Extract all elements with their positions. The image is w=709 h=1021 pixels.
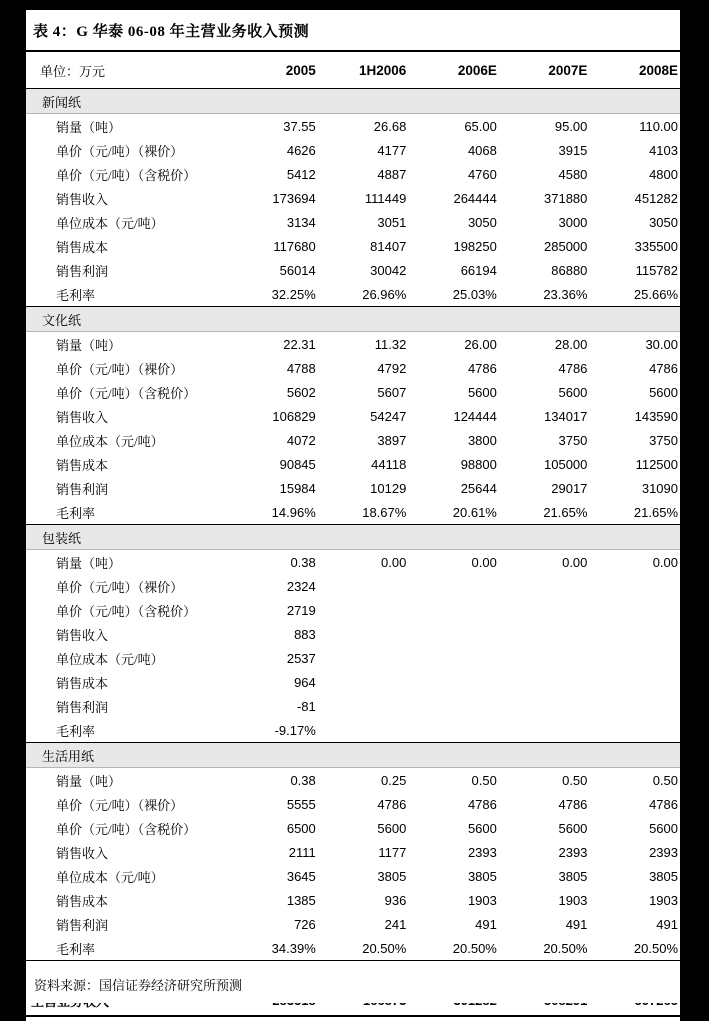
cell-value: 4626: [286, 142, 316, 158]
cell-value: 1903: [558, 892, 588, 908]
cell-value: 117680: [273, 238, 316, 254]
cell-value: 1903: [649, 892, 678, 908]
row-label: 毛利率: [56, 505, 96, 521]
cell-value: 20.50%: [633, 940, 678, 956]
table-row: [26, 258, 680, 282]
cell-value: 5555: [286, 796, 316, 812]
cell-value: [318, 598, 409, 622]
cell-value: 90845: [279, 456, 316, 472]
cell-value: [408, 574, 499, 598]
section-header-row: [26, 743, 680, 768]
cell-value: 86880: [551, 262, 588, 278]
cell-value: 5600: [649, 820, 678, 836]
row-label: 单位成本（元/吨）: [56, 433, 164, 449]
row-label: 销售成本: [56, 675, 109, 691]
cell-value: [318, 718, 409, 743]
table-row: [26, 476, 680, 500]
cell-value: 5600: [467, 384, 497, 400]
cell-value: 3750: [649, 432, 678, 448]
cell-value: 3915: [558, 142, 588, 158]
table-row: [26, 500, 680, 525]
table-row: [26, 694, 680, 718]
cell-value: 2111: [288, 844, 316, 860]
cell-value: 4786: [467, 796, 497, 812]
table-row: [26, 792, 680, 816]
cell-value: 964: [294, 674, 316, 690]
table-row: [26, 186, 680, 210]
cell-value: [318, 694, 409, 718]
column-header-2005: 2005: [227, 51, 318, 89]
row-label: 销售收入: [56, 191, 109, 207]
column-header-1h2006: 1H2006: [318, 51, 409, 89]
cell-value: 5600: [649, 384, 678, 400]
column-header-2007e: 2007E: [499, 51, 590, 89]
row-label: 单价（元/吨）（含税价）: [56, 821, 197, 837]
cell-value: 0.38: [290, 554, 316, 570]
cell-value: 4786: [649, 360, 678, 376]
row-label: 单价（元/吨）（含税价）: [56, 603, 197, 619]
section-title: 包装纸: [26, 525, 680, 550]
cell-value: 4072: [286, 432, 316, 448]
column-header-2008e: 2008E: [589, 51, 680, 89]
cell-value: 0.00: [562, 554, 588, 570]
table-row: [26, 888, 680, 912]
table-row: [26, 332, 680, 357]
cell-value: 0.50: [562, 772, 588, 788]
row-label: 单价（元/吨）（裸价）: [56, 361, 184, 377]
cell-value: 65.00: [464, 118, 497, 134]
table-row: [26, 404, 680, 428]
unit-label: 单位：万元: [26, 51, 227, 89]
table-row: [26, 718, 680, 743]
table-row: [26, 138, 680, 162]
cell-value: 31090: [641, 480, 678, 496]
cell-value: 30.00: [645, 336, 678, 352]
cell-value: [589, 694, 680, 718]
cell-value: 28.00: [554, 336, 588, 352]
cell-value: 3000: [558, 214, 588, 230]
cell-value: 105000: [544, 456, 588, 472]
cell-value: 451282: [634, 190, 678, 206]
cell-value: [589, 718, 680, 743]
cell-value: [589, 646, 680, 670]
row-label: 销售成本: [56, 457, 109, 473]
row-label: 销售利润: [56, 263, 109, 279]
cell-value: 0.38: [290, 772, 316, 788]
row-label: 销售利润: [56, 481, 109, 497]
cell-value: 56014: [279, 262, 316, 278]
section-title: 文化纸: [26, 307, 680, 332]
cell-value: 3134: [286, 214, 316, 230]
cell-value: 1177: [378, 844, 407, 860]
cell-value: 95.00: [554, 118, 588, 134]
cell-value: 3050: [649, 214, 678, 230]
cell-value: [499, 646, 590, 670]
cell-value: 3805: [649, 868, 678, 884]
cell-value: 18.67%: [362, 504, 407, 520]
cell-value: 5600: [558, 820, 588, 836]
cell-value: 111449: [364, 190, 407, 206]
cell-value: 0.25: [381, 772, 407, 788]
table-row: [26, 598, 680, 622]
table-row: [26, 210, 680, 234]
row-label: 销售收入: [56, 409, 109, 425]
cell-value: 10129: [370, 480, 407, 496]
cell-value: 11.32: [374, 336, 407, 352]
cell-value: -81: [296, 698, 316, 714]
row-label: 单价（元/吨）（裸价）: [56, 579, 184, 595]
cell-value: 335500: [634, 238, 678, 254]
cell-value: 3897: [377, 432, 407, 448]
cell-value: 3805: [467, 868, 497, 884]
cell-value: -9.17%: [274, 722, 316, 738]
row-label: 销量（吨）: [56, 337, 122, 353]
cell-value: 3050: [467, 214, 497, 230]
cell-value: 264444: [453, 190, 497, 206]
cell-value: [408, 598, 499, 622]
cell-value: [589, 574, 680, 598]
cell-value: 4786: [377, 796, 407, 812]
cell-value: 491: [656, 916, 678, 932]
cell-value: [499, 574, 590, 598]
table-row: [26, 550, 680, 575]
cell-value: 4786: [467, 360, 497, 376]
cell-value: 4177: [377, 142, 407, 158]
header-row: [26, 51, 680, 89]
cell-value: [499, 622, 590, 646]
cell-value: 0.50: [652, 772, 678, 788]
cell-value: 26.68: [373, 118, 407, 134]
cell-value: 3051: [377, 214, 407, 230]
row-label: 销量（吨）: [56, 555, 122, 571]
cell-value: 0.00: [381, 554, 407, 570]
cell-value: 98800: [460, 456, 497, 472]
row-label: 单位成本（元/吨）: [56, 651, 164, 667]
cell-value: 936: [384, 892, 407, 908]
cell-value: 25.66%: [633, 286, 678, 302]
row-label: 销售收入: [56, 627, 109, 643]
cell-value: [408, 622, 499, 646]
table-row: [26, 646, 680, 670]
cell-value: 37.55: [283, 118, 316, 134]
cell-value: 5600: [377, 820, 407, 836]
cell-value: 21.65%: [543, 504, 588, 520]
cell-value: 21.65%: [633, 504, 678, 520]
table-row: [26, 162, 680, 186]
cell-value: 4580: [558, 166, 588, 182]
table-row: [26, 816, 680, 840]
cell-value: 26.00: [464, 336, 497, 352]
table-row: [26, 380, 680, 404]
cell-value: 143590: [634, 408, 678, 424]
cell-value: 20.61%: [452, 504, 497, 520]
cell-value: [408, 646, 499, 670]
row-label: 销售收入: [56, 845, 109, 861]
cell-value: 6500: [286, 820, 316, 836]
cell-value: 371880: [544, 190, 588, 206]
source-strip: [26, 966, 680, 1003]
row-label: 单价（元/吨）（裸价）: [56, 797, 184, 813]
cell-value: 110.00: [639, 118, 678, 134]
row-label: 毛利率: [56, 723, 96, 739]
table-row: [26, 936, 680, 961]
section-header-row: [26, 89, 680, 114]
cell-value: 15984: [279, 480, 316, 496]
cell-value: 3645: [286, 868, 316, 884]
cell-value: 2393: [558, 844, 588, 860]
cell-value: 20.50%: [452, 940, 497, 956]
cell-value: 29017: [551, 480, 588, 496]
cell-value: 241: [384, 916, 407, 932]
cell-value: [408, 718, 499, 743]
cell-value: [589, 622, 680, 646]
row-label: 单位成本（元/吨）: [56, 869, 164, 885]
cell-value: 3805: [558, 868, 588, 884]
cell-value: 81407: [370, 238, 407, 254]
cell-value: 726: [294, 916, 316, 932]
row-label: 销售利润: [56, 917, 109, 933]
cell-value: 54247: [370, 408, 407, 424]
cell-value: [589, 598, 680, 622]
cell-value: 14.96%: [271, 504, 316, 520]
cell-value: 4786: [558, 360, 588, 376]
table-card: [26, 10, 680, 1021]
cell-value: [589, 670, 680, 694]
table-row: [26, 282, 680, 307]
revenue-forecast-table: [26, 50, 680, 1017]
table-row: [26, 622, 680, 646]
cell-value: [408, 670, 499, 694]
cell-value: [318, 646, 409, 670]
table-row: [26, 428, 680, 452]
cell-value: 2324: [286, 578, 316, 594]
cell-value: 3805: [377, 868, 407, 884]
cell-value: 34.39%: [271, 940, 316, 956]
cell-value: 23.36%: [543, 286, 588, 302]
cell-value: [318, 622, 409, 646]
row-label: 单价（元/吨）（裸价）: [56, 143, 184, 159]
cell-value: 20.50%: [543, 940, 588, 956]
cell-value: 5607: [377, 384, 407, 400]
cell-value: 106829: [272, 408, 316, 424]
cell-value: 66194: [460, 262, 497, 278]
row-label: 销售成本: [56, 893, 109, 909]
cell-value: [499, 694, 590, 718]
table-row: [26, 768, 680, 793]
cell-value: 883: [294, 626, 316, 642]
cell-value: 4760: [467, 166, 497, 182]
cell-value: 5602: [286, 384, 316, 400]
cell-value: 4800: [649, 166, 678, 182]
cell-value: [318, 670, 409, 694]
cell-value: 26.96%: [362, 286, 407, 302]
cell-value: 44118: [371, 456, 407, 472]
cell-value: [408, 694, 499, 718]
table-row: [26, 574, 680, 598]
cell-value: 4786: [649, 796, 678, 812]
table-row: [26, 840, 680, 864]
cell-value: 3800: [467, 432, 497, 448]
cell-value: 5600: [558, 384, 588, 400]
table-row: [26, 912, 680, 936]
cell-value: 4788: [286, 360, 316, 376]
row-label: 销量（吨）: [56, 119, 122, 135]
cell-value: 1903: [467, 892, 497, 908]
table-title: 表 4：G 华泰 06-08 年主营业务收入预测: [33, 24, 310, 40]
cell-value: 25644: [460, 480, 497, 496]
cell-value: 0.50: [471, 772, 497, 788]
table-row: [26, 452, 680, 476]
cell-value: 173694: [272, 190, 316, 206]
section-title: 新闻纸: [26, 89, 680, 114]
cell-value: 124444: [453, 408, 497, 424]
row-label: 毛利率: [56, 287, 96, 303]
cell-value: 2537: [286, 650, 316, 666]
cell-value: 2393: [467, 844, 497, 860]
cell-value: 22.31: [283, 336, 316, 352]
table-row: [26, 114, 680, 139]
cell-value: 134017: [544, 408, 588, 424]
cell-value: [318, 574, 409, 598]
row-label: 单价（元/吨）（含税价）: [56, 385, 197, 401]
cell-value: 285000: [544, 238, 588, 254]
table-row: [26, 234, 680, 258]
cell-value: 0.00: [471, 554, 497, 570]
cell-value: 25.03%: [452, 286, 497, 302]
cell-value: 4103: [649, 142, 678, 158]
cell-value: 0.00: [652, 554, 678, 570]
section-header-row: [26, 525, 680, 550]
table-row: [26, 864, 680, 888]
row-label: 单位成本（元/吨）: [56, 215, 164, 231]
cell-value: 491: [475, 916, 497, 932]
row-label: 销售成本: [56, 239, 109, 255]
cell-value: 2393: [649, 844, 678, 860]
cell-value: 4068: [467, 142, 497, 158]
table-row: [26, 356, 680, 380]
cell-value: 4792: [377, 360, 407, 376]
source-note: 资料来源：国信证券经济研究所预测: [34, 978, 243, 993]
cell-value: 32.25%: [271, 286, 316, 302]
cell-value: 5600: [467, 820, 497, 836]
cell-value: 112500: [635, 456, 678, 472]
cell-value: [499, 718, 590, 743]
cell-value: 3750: [558, 432, 588, 448]
cell-value: 5412: [286, 166, 316, 182]
cell-value: [499, 670, 590, 694]
column-header-2006e: 2006E: [408, 51, 499, 89]
table-row: [26, 670, 680, 694]
cell-value: [499, 598, 590, 622]
cell-value: 115782: [635, 262, 678, 278]
row-label: 销量（吨）: [56, 773, 122, 789]
section-header-row: [26, 307, 680, 332]
row-label: 毛利率: [56, 941, 96, 957]
cell-value: 4887: [377, 166, 407, 182]
row-label: 销售利润: [56, 699, 109, 715]
cell-value: 4786: [558, 796, 588, 812]
cell-value: 1385: [286, 892, 316, 908]
cell-value: 198250: [453, 238, 497, 254]
row-label: 单价（元/吨）（含税价）: [56, 167, 197, 183]
section-title: 生活用纸: [26, 743, 680, 768]
cell-value: 491: [565, 916, 588, 932]
cell-value: 30042: [370, 262, 407, 278]
cell-value: 2719: [286, 602, 316, 618]
cell-value: 20.50%: [362, 940, 407, 956]
